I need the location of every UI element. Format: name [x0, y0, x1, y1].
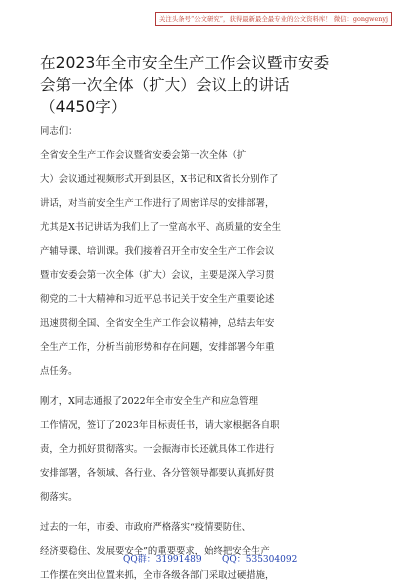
document-title — [40, 52, 376, 118]
text-line: 迅速贯彻全国、全省安全生产工作会议精神，总结去年安 — [40, 318, 275, 329]
text-line: 尤其是X书记讲话为我们上了一堂高水平、高质量的安全生 — [40, 222, 282, 233]
text-line: 讲话，对当前安全生产工作进行了周密详尽的安排部署， — [40, 198, 275, 209]
text-line: 暨市安委会第一次全体（扩大）会议，主要是深入学习贯 — [40, 270, 275, 281]
promo-banner: 关注头条号“公文研究”，获得最新最全最专业的公文资料库！ 微信：gongwenyj — [155, 12, 392, 26]
text-line: 全省安全生产工作会议暨省安委会第一次全体（扩 — [40, 150, 247, 161]
title-line: 在2023年全市安全生产工作会议暨市安委 — [40, 54, 330, 72]
qq-number: QQ：535304092 — [222, 555, 298, 565]
title-line: 会第一次全体（扩大）会议上的讲话 — [40, 76, 290, 94]
title-line: （4450字） — [40, 98, 127, 116]
paragraph — [40, 144, 375, 384]
page-footer — [0, 552, 408, 568]
text-line: 工作情况，签订了2023年目标责任书，请大家根据各自职 — [40, 420, 280, 431]
text-line: 工作摆在突出位置来抓，全市各级各部门采取过硬措施， — [40, 570, 275, 581]
text-line: 过去的一年，市委、市政府严格落实“疫情要防住、 — [40, 522, 252, 533]
text-line: 责，全力抓好贯彻落实。一会振海市长还就具体工作进行 — [40, 444, 275, 455]
qq-group-number: QQ群：31991489 — [123, 555, 202, 565]
text-line: 彻党的二十大精神和习近平总书记关于安全生产重要论述 — [40, 294, 275, 305]
text-line: 产辅导课、培训课。我们接着召开全市安全生产工作会议 — [40, 246, 275, 257]
text-line: 安排部署，各领域、各行业、各分管领导都要认真抓好贯 — [40, 468, 275, 479]
paragraph — [40, 390, 375, 510]
document-body — [40, 120, 375, 588]
text-line: 全生产工作，分析当前形势和存在问题，安排部署今年重 — [40, 342, 275, 353]
text-line: 点任务。 — [40, 366, 78, 377]
text-line: 大）会议通过视频形式开到县区，X书记和X省长分别作了 — [40, 174, 279, 185]
text-line: 经济要稳住、发展要安全”的重要要求，始终把安全生产 — [40, 546, 270, 557]
text-line: 刚才，X同志通报了2022年全市安全生产和应急管理 — [40, 396, 259, 407]
text-line: 彻落实。 — [40, 492, 78, 503]
salutation: 同志们： — [40, 126, 78, 137]
